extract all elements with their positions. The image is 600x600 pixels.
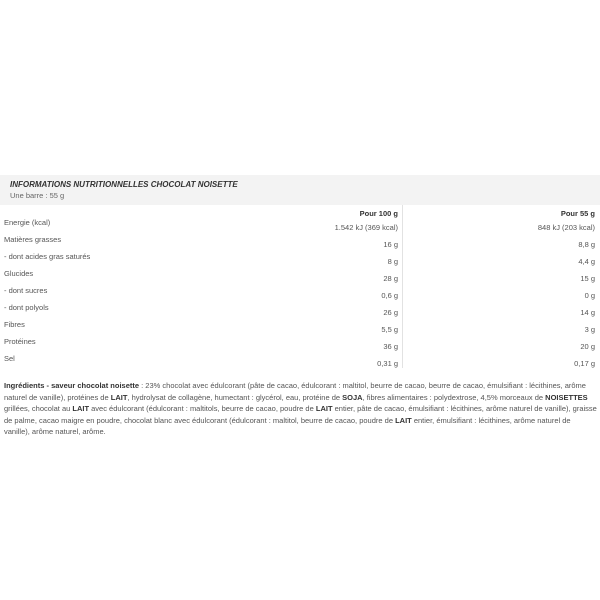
value-per100: 5,5 g <box>381 325 398 334</box>
nutrient-name: Protéines <box>4 337 36 346</box>
table-row <box>0 269 600 286</box>
ingredients-segment: entier, pâte de cacao, émulsifiant : lécithines, arôme naturel de vanille), graisse de palme, cacao maigre en poudre, chocolat blanc avec édulcorant (édulcorant : maltitol, beurre de cacao, poudre de <box>4 404 597 425</box>
table-row <box>0 320 600 337</box>
table-row <box>0 235 600 252</box>
nutrient-name: Fibres <box>4 320 25 329</box>
value-per100: 28 g <box>383 274 398 283</box>
ingredients-segment: grillées, chocolat au <box>4 404 73 413</box>
nutrition-title: INFORMATIONS NUTRITIONNELLES CHOCOLAT NOISETTE <box>10 180 238 189</box>
value-per55: 0,17 g <box>574 359 595 368</box>
table-header-row <box>0 205 600 218</box>
nutrient-name: Matières grasses <box>4 235 62 244</box>
table-row <box>0 337 600 354</box>
allergen-milk: LAIT <box>395 415 412 425</box>
nutrition-table <box>0 205 600 371</box>
nutrient-name: - dont polyols <box>4 303 49 312</box>
allergen-soy: SOJA <box>342 392 363 402</box>
table-row <box>0 218 600 235</box>
value-per100: 0,6 g <box>381 291 398 300</box>
column-header-per100: Pour 100 g <box>359 209 398 218</box>
allergen-hazelnuts: NOISETTES <box>545 392 588 402</box>
table-row <box>0 252 600 269</box>
ingredients-segment: avec édulcorant (édulcorant : maltitols, beurre de cacao, poudre de <box>89 404 316 413</box>
value-per55: 4,4 g <box>578 257 595 266</box>
value-per100: 1.542 kJ (369 kcal) <box>334 223 398 232</box>
nutrient-name: Sel <box>4 354 15 363</box>
serving-size: Une barre : 55 g <box>10 191 65 200</box>
value-per55: 0 g <box>584 291 595 300</box>
value-per100: 36 g <box>383 342 398 351</box>
value-per55: 15 g <box>580 274 595 283</box>
ingredients-label: Ingrédients - saveur chocolat noisette <box>4 381 140 390</box>
nutrient-name: - dont sucres <box>4 286 48 295</box>
value-per55: 14 g <box>580 308 595 317</box>
value-per100: 26 g <box>383 308 398 317</box>
allergen-milk: LAIT <box>72 404 90 413</box>
allergen-milk: LAIT <box>315 404 333 413</box>
allergen-milk: LAIT <box>110 392 128 402</box>
value-per100: 16 g <box>383 240 398 249</box>
value-per55: 20 g <box>580 342 595 351</box>
value-per55: 3 g <box>584 325 595 334</box>
column-header-per55: Pour 55 g <box>560 209 595 218</box>
nutrient-name: Glucides <box>4 269 34 278</box>
table-row <box>0 303 600 320</box>
ingredients-segment: entier, émulsifiant : lécithines, arôme naturel de vanille), arôme naturel, arôme. <box>4 415 571 436</box>
table-row <box>0 354 600 371</box>
value-per100: 0,31 g <box>377 359 398 368</box>
nutrition-header <box>0 175 600 205</box>
nutrient-name: - dont acides gras saturés <box>4 252 91 261</box>
ingredients-segment: , hydrolysat de collagène, humectant : glycérol, eau, protéine de <box>127 392 343 402</box>
table-row <box>0 286 600 303</box>
value-per55: 8,8 g <box>578 240 595 249</box>
nutrient-name: Energie (kcal) <box>4 218 51 227</box>
value-per100: 8 g <box>387 257 398 266</box>
ingredients-segment: : 23% chocolat avec édulcorant (pâte de cacao, édulcorant : maltitol, beurre de cacao, beurre de cacao, émulsifiant : lécithines, arôme naturel de vanille), protéines de <box>4 381 586 402</box>
value-per55: 848 kJ (203 kcal) <box>537 223 595 232</box>
ingredients-text <box>4 380 598 438</box>
ingredients-segment: , fibres alimentaires : polydextrose, 4,5% morceaux de <box>362 392 546 402</box>
